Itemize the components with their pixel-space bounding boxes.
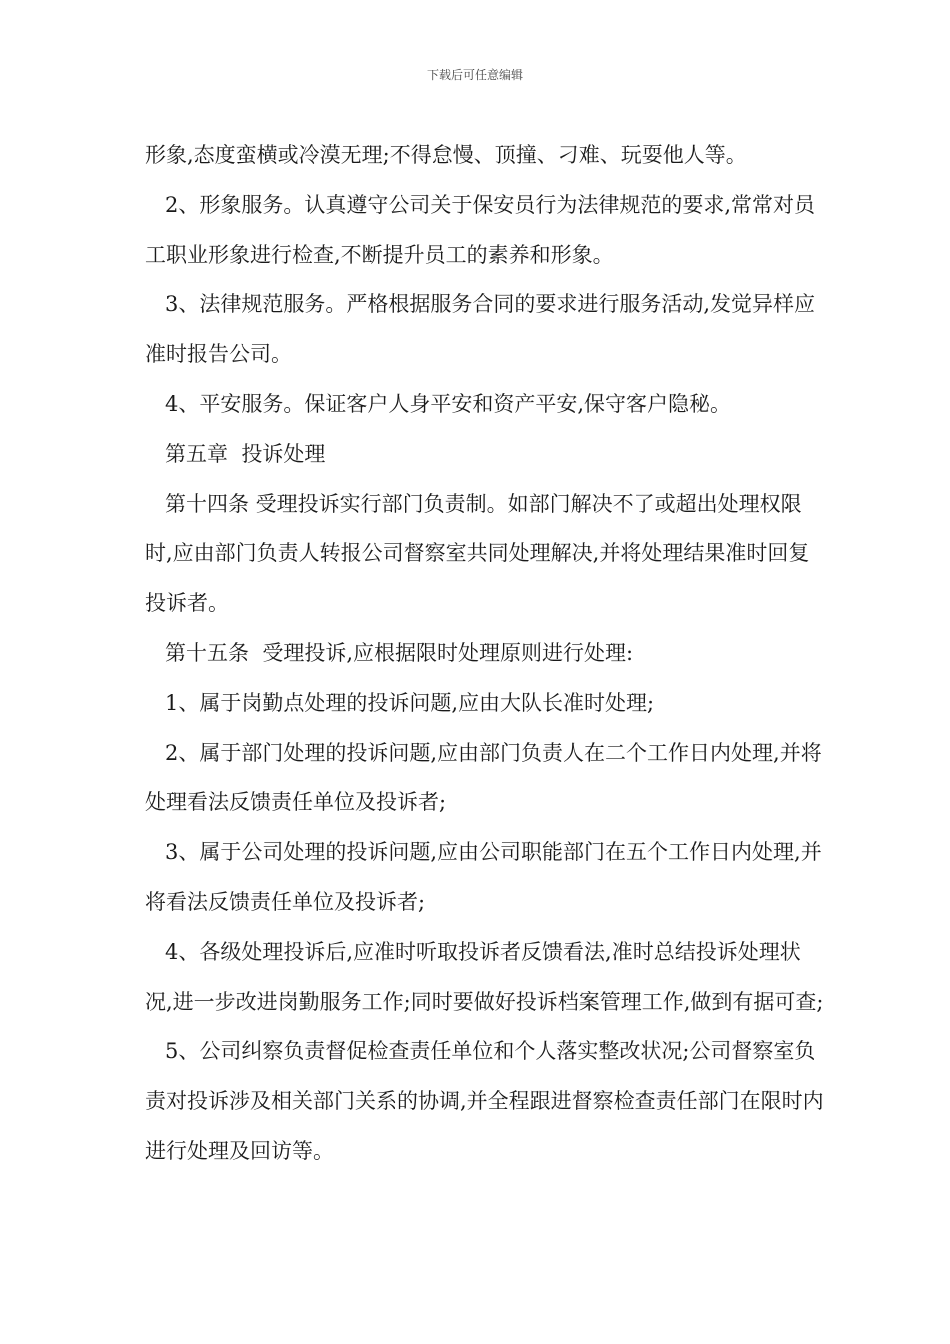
paragraph: 4、平安服务。保证客户人身平安和资产平安,保守客户隐秘。	[165, 391, 732, 416]
paragraph: 形象,态度蛮横或冷漠无理;不得怠慢、顶撞、刁难、玩耍他人等。	[145, 143, 747, 167]
paragraph: 3、法律规范服务。严格根据服务合同的要求进行服务活动,发觉异样应准时报告公司。	[145, 292, 816, 367]
list-item: 1、属于岗勤点处理的投诉问题,应由大队长准时处理;	[165, 690, 655, 715]
paragraph: 第十五条 受理投诉,应根据限时处理原则进行处理:	[165, 640, 634, 665]
chapter-heading: 第五章 投诉处理	[165, 441, 326, 466]
list-item: 4、各级处理投诉后,应准时听取投诉者反馈看法,准时总结投诉处理状况,进一步改进岗勤服务工作;同时要做好投诉档案管理工作,做到有据可查;	[145, 939, 824, 1014]
list-item: 2、属于部门处理的投诉问题,应由部门负责人在二个工作日内处理,并将处理看法反馈责任单位及投诉者;	[145, 740, 822, 815]
list-item: 3、属于公司处理的投诉问题,应由公司职能部门在五个工作日内处理,并将看法反馈责任单位及投诉者;	[145, 840, 822, 914]
page-header: 下载后可任意编辑	[426, 68, 523, 82]
document-body	[145, 131, 825, 1177]
list-item: 5、公司纠察负责督促检查责任单位和个人落实整改状况;公司督察室负责对投诉涉及相关部门关系的协调,并全程跟进督察检查责任部门在限时内进行处理及回访等。	[145, 1039, 824, 1163]
paragraph: 第十四条 受理投诉实行部门负责制。如部门解决不了或超出处理权限时,应由部门负责人转报公司督察室共同处理解决,并将处理结果准时回复投诉者。	[145, 491, 810, 616]
paragraph: 2、形象服务。认真遵守公司关于保安员行为法律规范的要求,常常对员工职业形象进行检查,不断提升员工的素养和形象。	[145, 192, 816, 267]
